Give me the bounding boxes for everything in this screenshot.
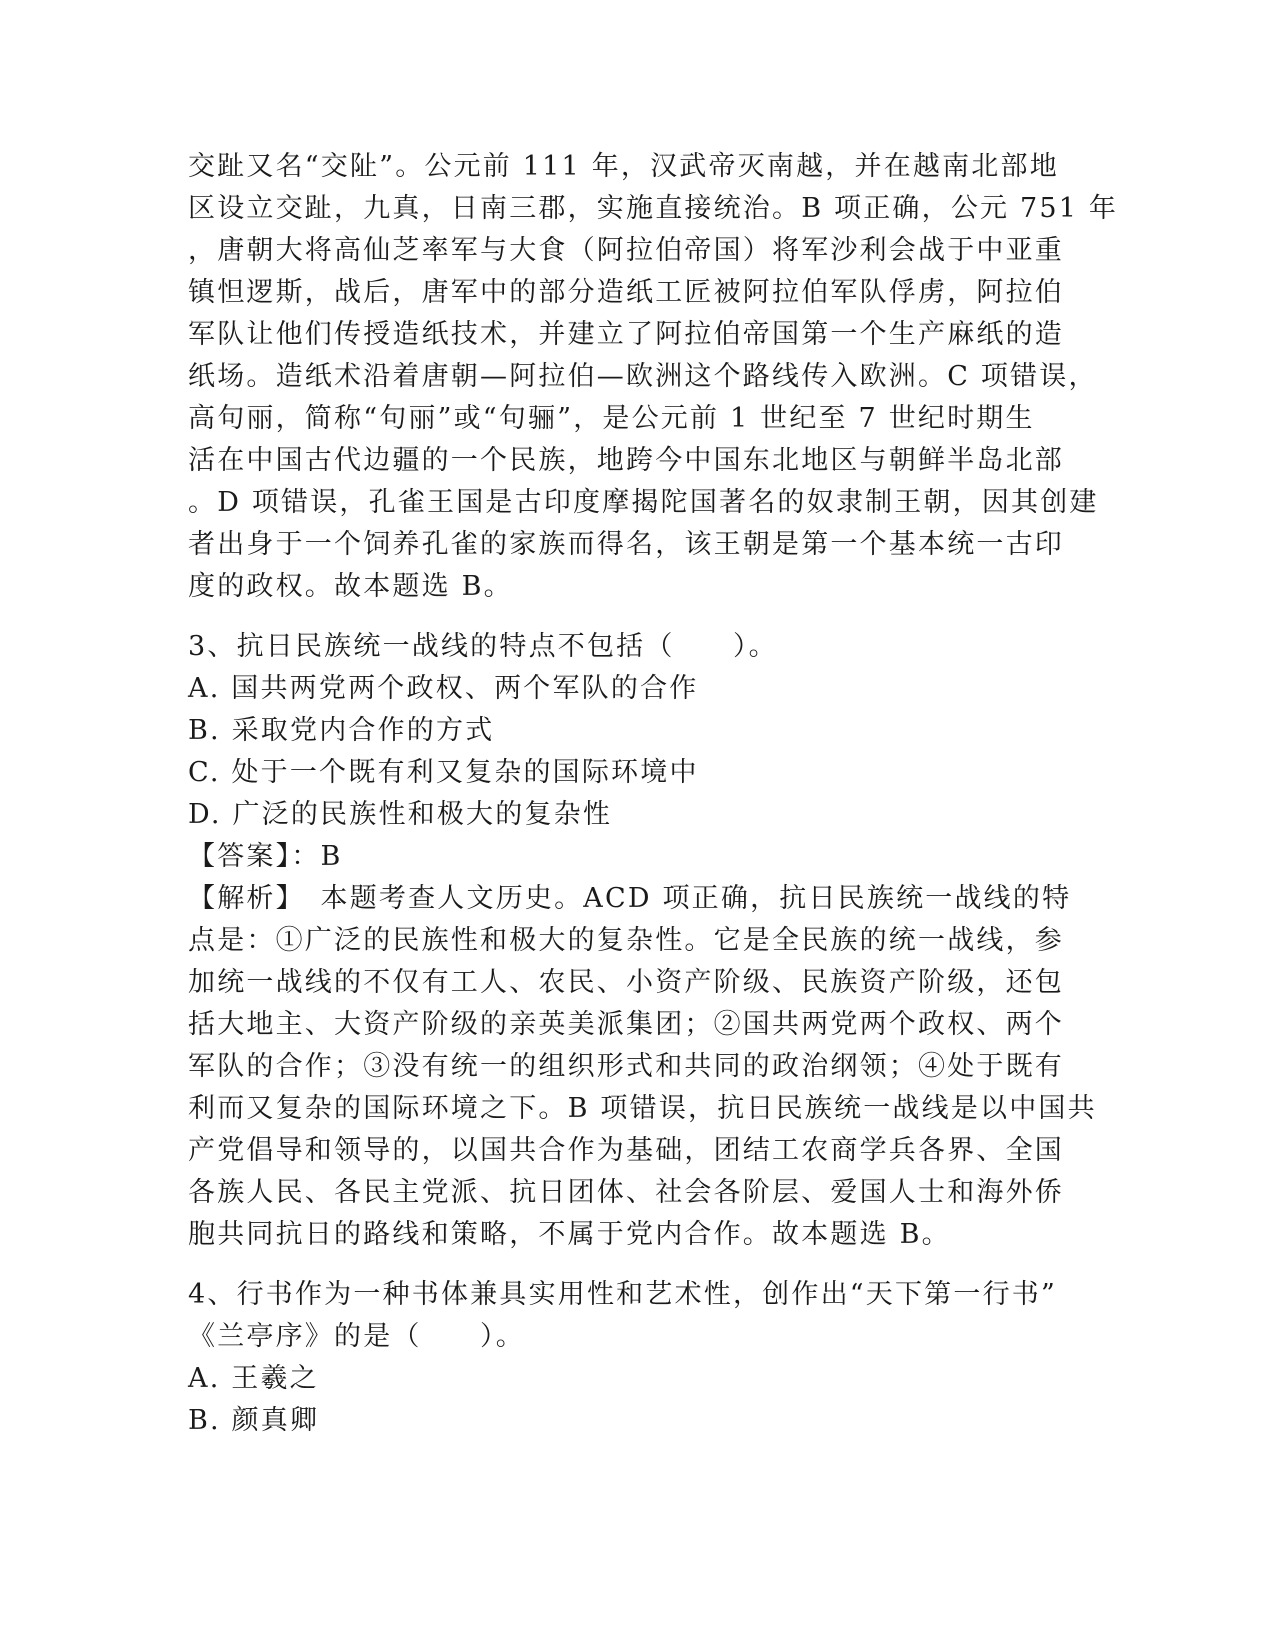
analysis-line: 军队的合作；③没有统一的组织形式和共同的政治纲领；④处于既有	[188, 1051, 1064, 1082]
option-d: D. 广泛的民族性和极大的复杂性	[188, 799, 613, 830]
analysis-line: 各族人民、各民主党派、抗日团体、社会各阶层、爱国人士和海外侨	[188, 1177, 1064, 1208]
text-line: 镇怛逻斯，战后，唐军中的部分造纸工匠被阿拉伯军队俘虏，阿拉伯	[188, 277, 1064, 308]
text-line: 者出身于一个饲养孔雀的家族而得名，该王朝是第一个基本统一古印	[188, 529, 1064, 560]
text-line: 度的政权。故本题选 B。	[188, 571, 513, 602]
option-b: B. 颜真卿	[188, 1405, 320, 1436]
text-line: ，唐朝大将高仙芝率军与大食（阿拉伯帝国）将军沙利会战于中亚重	[188, 235, 1064, 266]
text-line: 交趾又名“交阯”。公元前 111 年，汉武帝灭南越，并在越南北部地	[188, 151, 1059, 182]
text-line: 区设立交趾，九真，日南三郡，实施直接统治。B 项正确，公元 751 年	[188, 193, 1119, 224]
previous-analysis-continuation	[188, 146, 1119, 608]
answer-line: 【答案】：B	[188, 841, 343, 872]
analysis-line: 括大地主、大资产阶级的亲英美派集团；②国共两党两个政权、两个	[188, 1009, 1064, 1040]
analysis-line: 胞共同抗日的路线和策略，不属于党内合作。故本题选 B。	[188, 1219, 951, 1250]
question-stem: 4、行书作为一种书体兼具实用性和艺术性，创作出“天下第一行书”	[188, 1279, 1057, 1310]
analysis-line: 【解析】 本题考查人文历史。ACD 项正确，抗日民族统一战线的特	[188, 883, 1072, 914]
option-a: A. 国共两党两个政权、两个军队的合作	[188, 673, 699, 704]
option-b: B. 采取党内合作的方式	[188, 715, 495, 746]
question-stem-continued: 《兰亭序》的是（ ）。	[188, 1321, 525, 1352]
analysis-block	[188, 878, 1097, 1256]
option-c: C. 处于一个既有利又复杂的国际环境中	[188, 757, 699, 788]
question-4	[188, 1274, 1088, 1442]
text-line: 纸场。造纸术沿着唐朝—阿拉伯—欧洲这个路线传入欧洲。C 项错误，	[188, 361, 1098, 392]
question-stem: 3、抗日民族统一战线的特点不包括（ ）。	[188, 631, 778, 662]
text-line: 。D 项错误，孔雀王国是古印度摩揭陀国著名的奴隶制王朝，因其创建	[188, 487, 1099, 518]
analysis-line: 加统一战线的不仅有工人、农民、小资产阶级、民族资产阶级，还包	[188, 967, 1064, 998]
option-a: A. 王羲之	[188, 1363, 319, 1394]
question-3	[188, 626, 1097, 1256]
analysis-line: 点是：①广泛的民族性和极大的复杂性。它是全民族的统一战线，参	[188, 925, 1064, 956]
document-page	[188, 146, 1119, 1442]
analysis-line: 产党倡导和领导的，以国共合作为基础，团结工农商学兵各界、全国	[188, 1135, 1064, 1166]
text-line: 高句丽，简称“句丽”或“句骊”，是公元前 1 世纪至 7 世纪时期生	[188, 403, 1035, 434]
text-line: 军队让他们传授造纸技术，并建立了阿拉伯帝国第一个生产麻纸的造	[188, 319, 1064, 350]
analysis-line: 利而又复杂的国际环境之下。B 项错误，抗日民族统一战线是以中国共	[188, 1093, 1097, 1124]
text-line: 活在中国古代边疆的一个民族，地跨今中国东北地区与朝鲜半岛北部	[188, 445, 1064, 476]
